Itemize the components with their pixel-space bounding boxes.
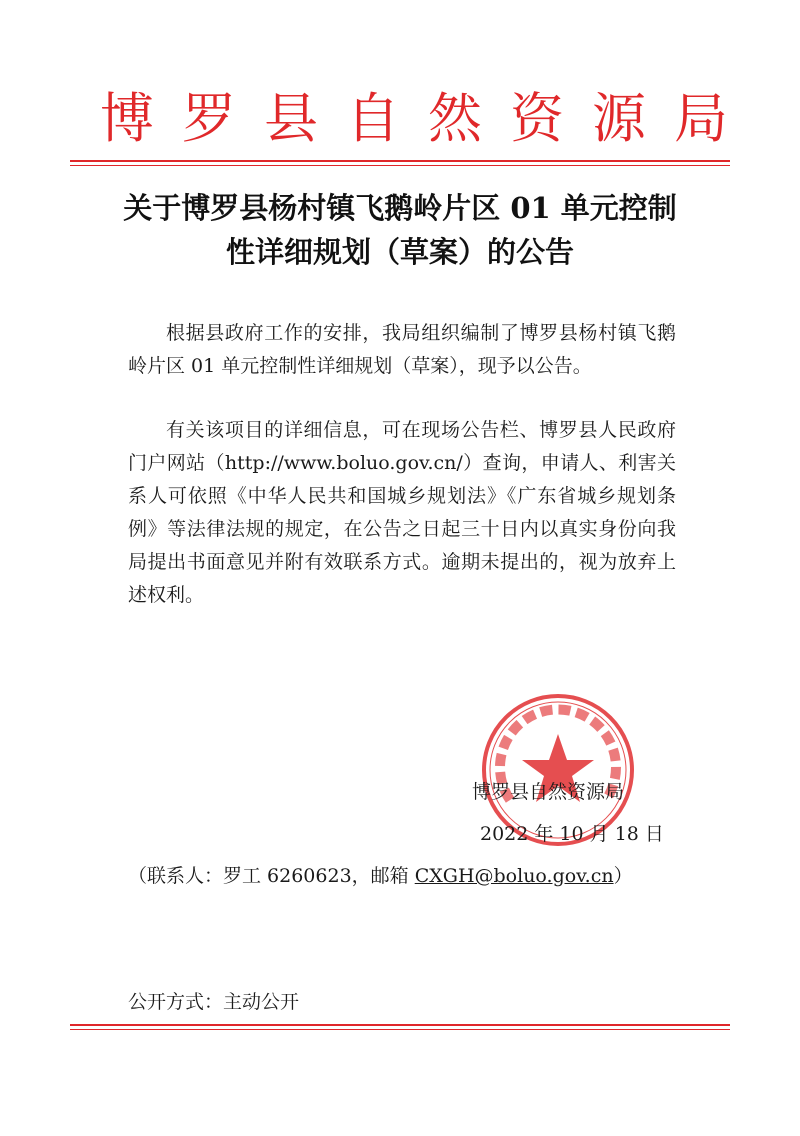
contact-suffix: ） — [613, 865, 633, 887]
issuing-organization-header: 博罗县自然资源局 — [100, 87, 756, 150]
signature-organization: 博罗县自然资源局 — [472, 781, 625, 803]
contact-email-link[interactable]: CXGH@boluo.gov.cn — [414, 865, 614, 887]
body-paragraph-2: 有关该项目的详细信息，可在现场公告栏、博罗县人民政府门户网站（http://www.boluo.gov.cn/）查询，申请人、利害关系人可依照《中华人民共和国城乡规划法》《广东省城乡规划条例》等法律法规的规定，在公告之日起三十日内以真实身份向我局提出书面意见并附有效联系方式。逾期未提出的，视为放弃上述权利。 — [128, 419, 676, 606]
issue-date: 2022 年 10 月 18 日 — [480, 823, 664, 845]
footer-red-rule — [70, 1024, 730, 1026]
document-title — [100, 186, 700, 274]
header-red-rule-thin — [70, 165, 730, 166]
footer-red-rule-thin — [70, 1029, 730, 1030]
body-paragraph-1: 根据县政府工作的安排，我局组织编制了博罗县杨村镇飞鹅岭片区 01 单元控制性详细规划（草案），现予以公告。 — [128, 322, 676, 377]
contact-prefix: （联系人：罗工 6260623，邮箱 — [128, 865, 415, 887]
document-title-line-1: 关于博罗县杨村镇飞鹅岭片区 01 单元控制 — [123, 191, 677, 225]
document-title-line-2: 性详细规划（草案）的公告 — [225, 235, 574, 269]
header-red-rule — [70, 160, 730, 162]
contact-info — [128, 861, 633, 891]
disclosure-method: 公开方式：主动公开 — [128, 991, 300, 1013]
